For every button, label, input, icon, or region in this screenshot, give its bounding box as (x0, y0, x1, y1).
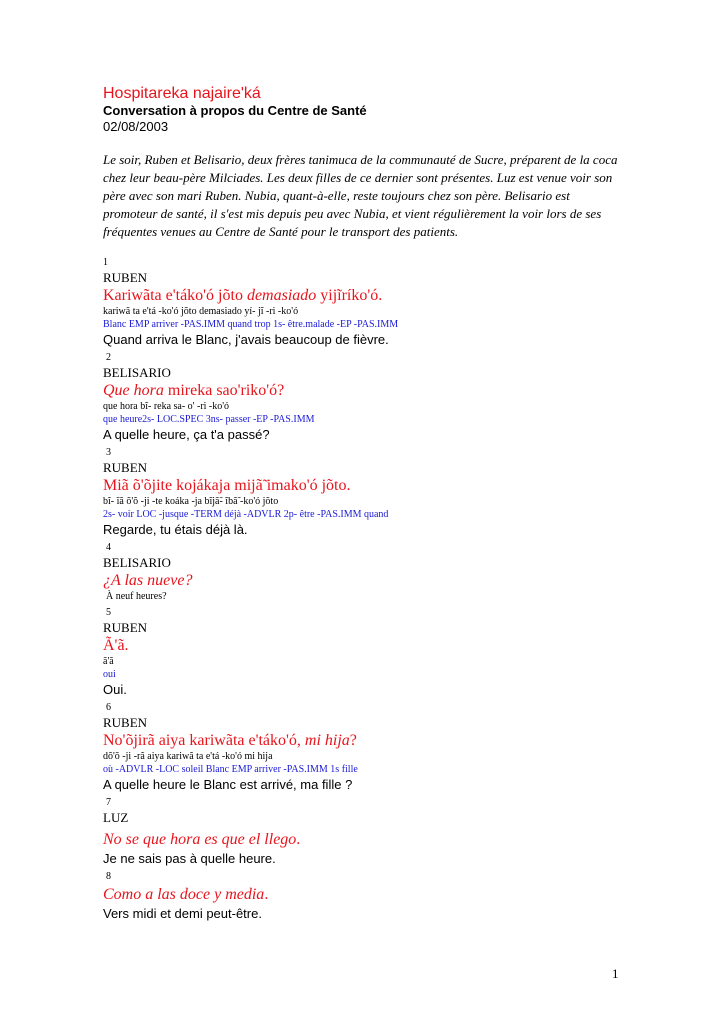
utterance (103, 830, 623, 850)
utterance-part: . (296, 831, 301, 848)
utterance-part: yijĩríko'ó. (316, 287, 383, 304)
utterance-part: Kariwãta e'táko'ó jõto (103, 287, 247, 304)
speaker-name: LUZ (103, 810, 129, 825)
utterance (103, 381, 623, 401)
turn-6 (103, 702, 623, 793)
utterance (103, 636, 623, 656)
utterance-part: mireka sao'riko'ó? (163, 382, 285, 399)
turn-2 (103, 352, 623, 443)
turn-number: 3 (106, 447, 111, 458)
turn-number: 5 (106, 607, 111, 618)
speaker-name: RUBEN (103, 715, 148, 730)
utterance-part-spanish: ¿A las nueve? (103, 572, 193, 589)
word-gloss: bĩ- ĩã õ'õ -ji -te koáka -ja bĩjã̃- ĩbã̃ -ko'ó jõto (103, 496, 279, 507)
utterance-part: Ã'ã. (103, 637, 129, 654)
transcript (103, 257, 623, 922)
utterance (103, 286, 623, 306)
turn-number: 8 (106, 871, 111, 882)
translation: Regarde, tu étais déjà là. (103, 522, 248, 537)
turn-number: 6 (106, 702, 111, 713)
word-gloss: dõ'õ -ji -rã aiya kariwã ta e'tá -ko'ó mi hija (103, 751, 273, 762)
translation: A quelle heure le Blanc est arrivé, ma fille ? (103, 777, 353, 792)
turn-3 (103, 447, 623, 538)
turn-1 (103, 257, 623, 348)
translation: Vers midi et demi peut-être. (103, 906, 262, 921)
utterance (103, 885, 623, 905)
translation: Oui. (103, 682, 127, 697)
translation: Quand arriva le Blanc, j'avais beaucoup de fièvre. (103, 332, 389, 347)
document-date: 02/08/2003 (103, 119, 169, 134)
morpheme-gloss: que heure2s- LOC.SPEC 3ns- passer -EP -PAS.IMM (103, 414, 315, 425)
translation: Je ne sais pas à quelle heure. (103, 851, 276, 866)
word-gloss: que hora bĩ- reka sa- o' -ri -ko'ó (103, 401, 230, 412)
utterance (103, 476, 623, 496)
speaker-name: RUBEN (103, 460, 148, 475)
translation: A quelle heure, ça t'a passé? (103, 427, 270, 442)
word-gloss: ã'ã (103, 656, 114, 667)
word-gloss: À neuf heures? (106, 591, 167, 602)
speaker-name: RUBEN (103, 620, 148, 635)
document-page (103, 84, 623, 922)
turn-number: 2 (106, 352, 111, 363)
morpheme-gloss: Blanc EMP arriver -PAS.IMM quand trop 1s- être.malade -EP -PAS.IMM (103, 319, 399, 330)
utterance-part: ? (349, 732, 357, 749)
morpheme-gloss: 2s- voir LOC -jusque -TERM déjà -ADVLR 2p- être -PAS.IMM quand (103, 509, 389, 520)
utterance-part: . (264, 886, 269, 903)
utterance-part: Miã õ'õjite kojákaja mijã̃ imako'ó jõto. (103, 477, 351, 494)
page-number: 1 (612, 966, 619, 981)
intro-paragraph: Le soir, Ruben et Belisario, deux frères tanimuca de la communauté de Sucre, préparent de la coca chez leur beau-père Milciades. Les deux filles de ce dernier sont présentes. Luz est venue voir son père avec son mari Ruben. Nubia, quant-à-elle, reste toujours chez son père. Belisario est promoteur de santé, il s'est mis depuis peu avec Nubia, et vient régulièrement la voir lors de ses fréquentes venues au Centre de Santé pour le transport des patients. (103, 152, 618, 239)
turn-number: 1 (103, 257, 108, 268)
utterance-part-spanish: No se que hora es que el llego (103, 831, 297, 848)
document-subtitle: Conversation à propos du Centre de Santé (103, 103, 367, 118)
utterance (103, 571, 623, 591)
turn-5 (103, 607, 623, 698)
turn-8 (103, 871, 623, 922)
morpheme-gloss: où -ADVLR -LOC soleil Blanc EMP arriver -PAS.IMM 1s fille (103, 764, 358, 775)
utterance-part: No'õjirã aiya kariwãta e'táko'ó, (103, 732, 305, 749)
turn-number: 7 (106, 797, 111, 808)
turn-7 (103, 797, 623, 867)
utterance-part-spanish: demasiado (246, 287, 317, 304)
word-gloss: kariwã ta e'tá -ko'ó jõto demasiado yí- jĩ -ri -ko'ó (103, 306, 299, 317)
speaker-name: BELISARIO (103, 365, 171, 380)
utterance (103, 731, 623, 751)
morpheme-gloss: oui (103, 669, 116, 680)
document-title: Hospitareka najaire'ká (103, 85, 261, 102)
turn-number: 4 (106, 542, 111, 553)
utterance-part-spanish: Como a las doce y media (103, 886, 265, 903)
turn-4 (103, 542, 623, 603)
utterance-part-spanish: mi hija (304, 732, 350, 749)
speaker-name: BELISARIO (103, 555, 171, 570)
speaker-name: RUBEN (103, 270, 148, 285)
utterance-part-spanish: Que hora (103, 382, 164, 399)
